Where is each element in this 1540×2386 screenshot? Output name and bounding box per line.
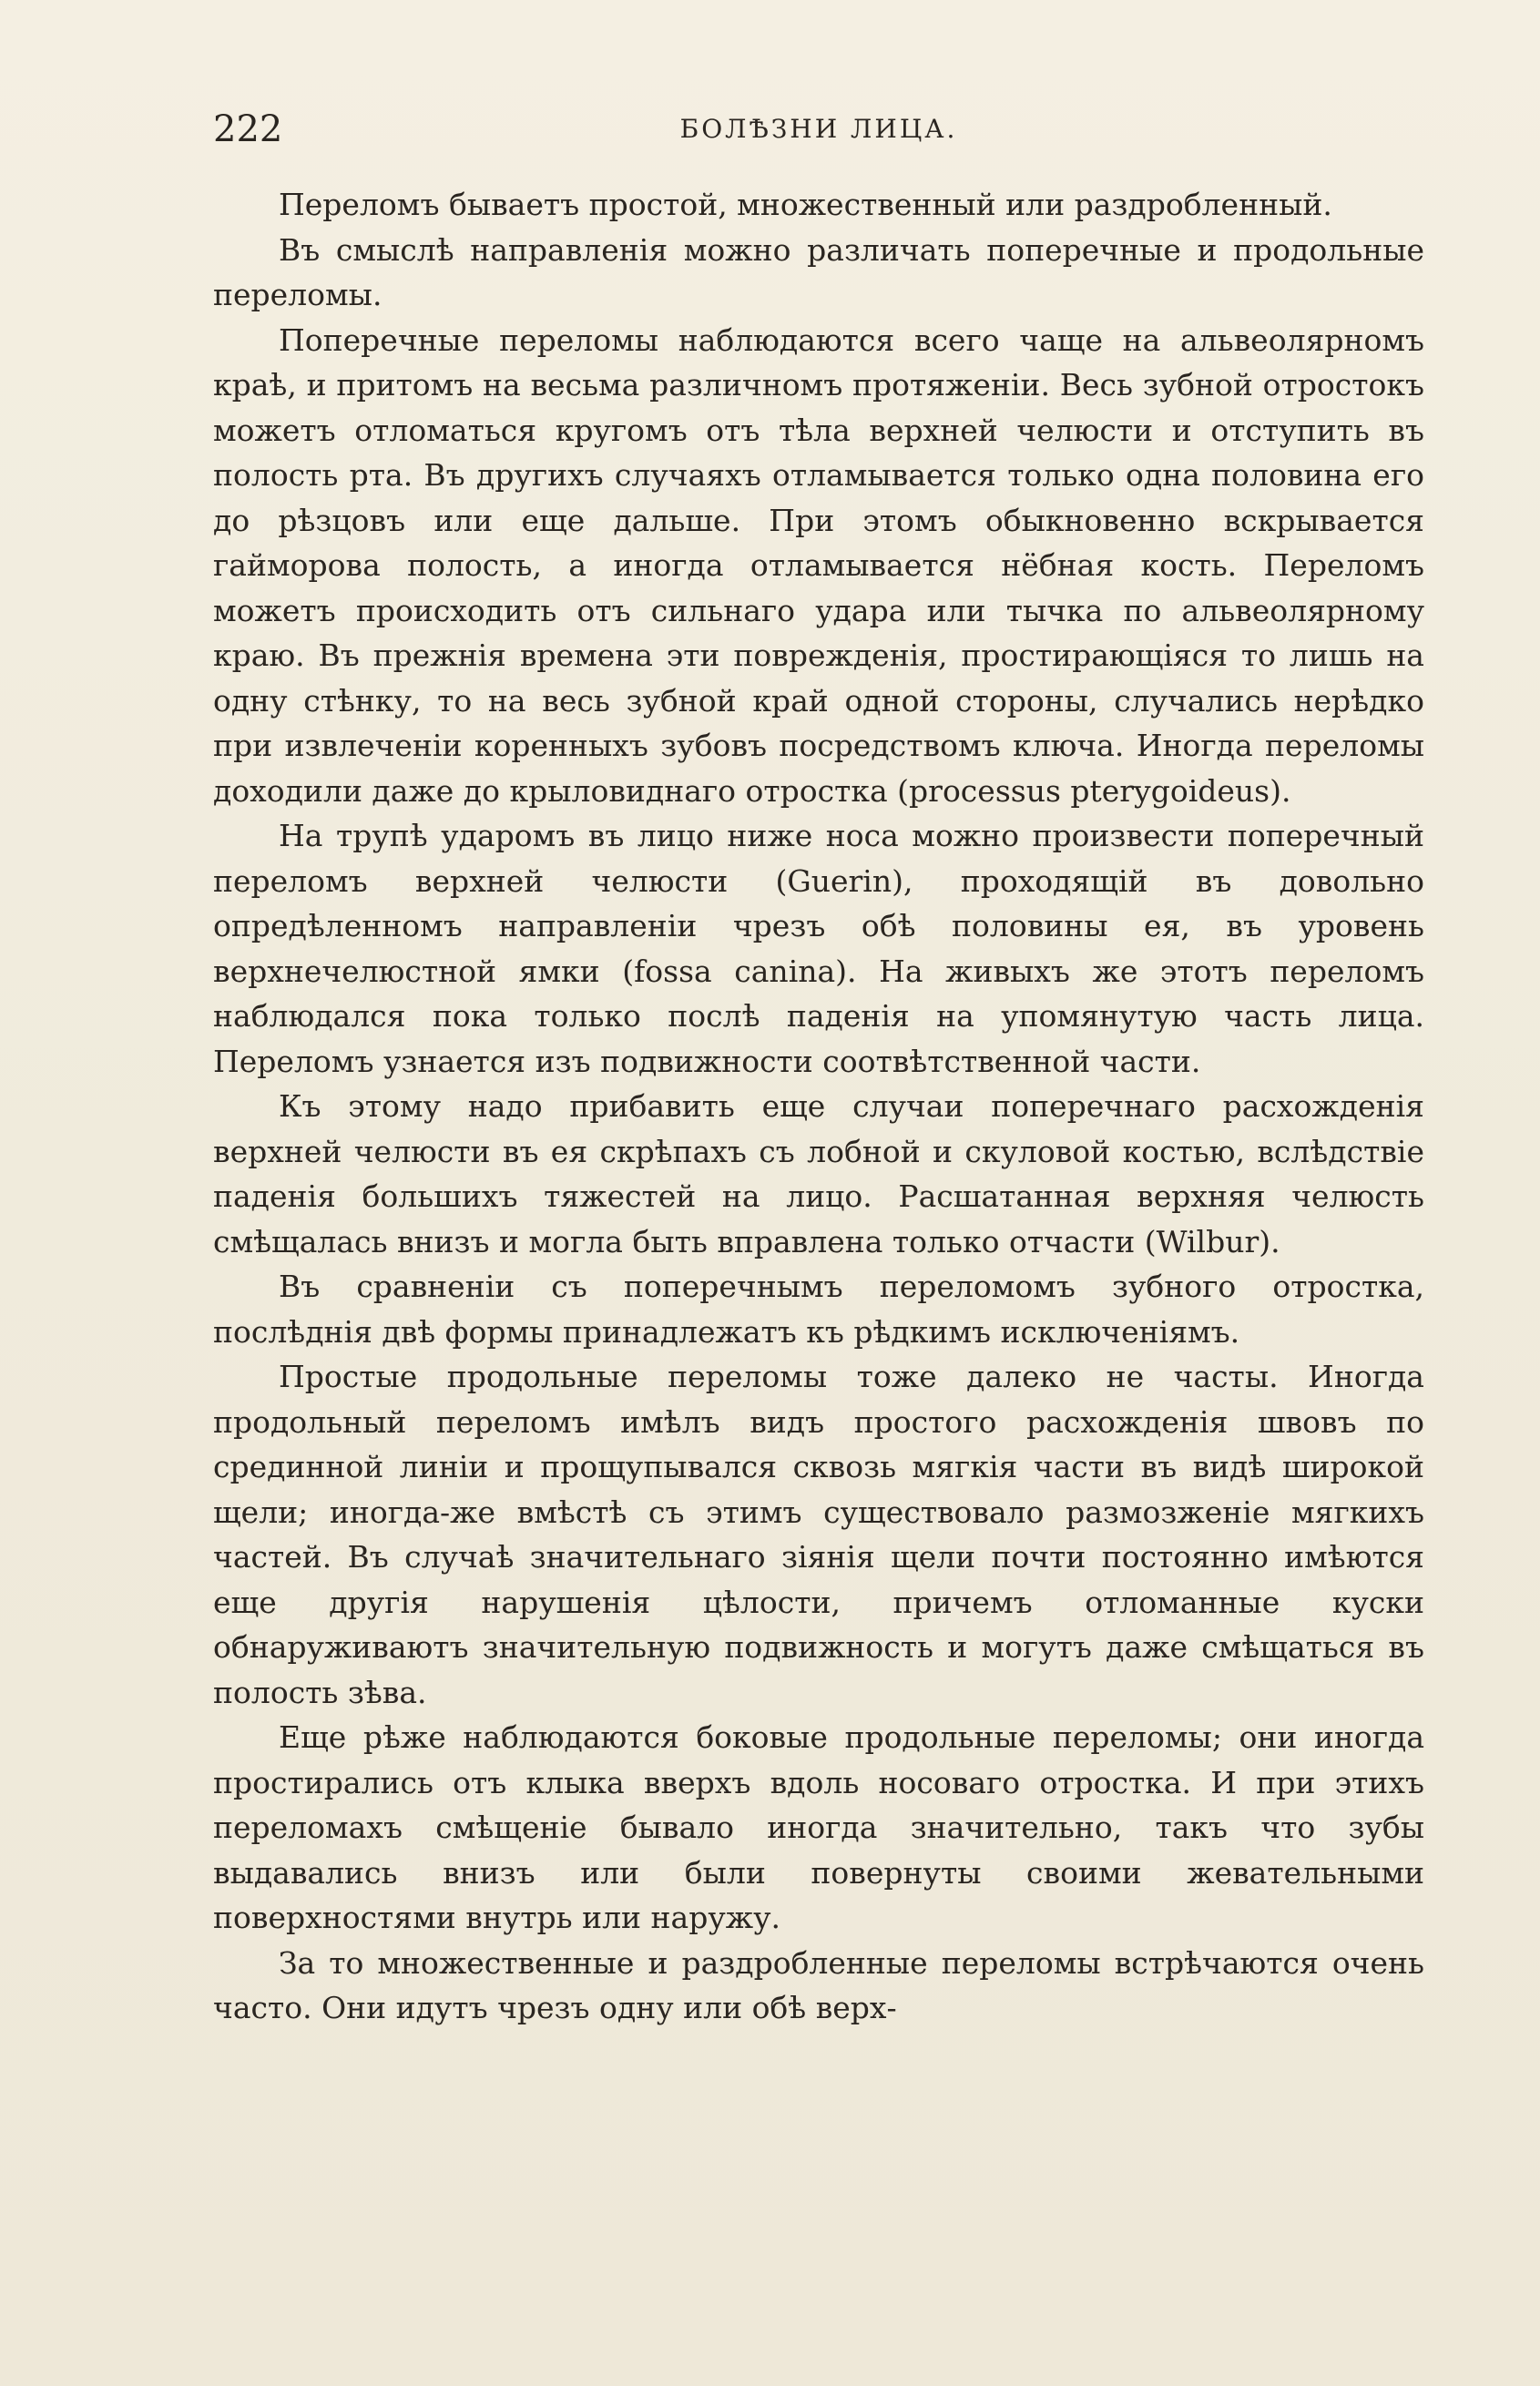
paragraph: Въ смыслѣ направленія можно различать поперечные и продольные переломы. (213, 231, 1424, 312)
paragraph: Въ сравненіи съ поперечнымъ переломомъ зубного отростка, послѣднія двѣ формы принадлежатъ къ рѣдкимъ исключеніямъ. (213, 1269, 1424, 1350)
body-text (213, 182, 1424, 2031)
paragraph: Еще рѣже наблюдаются боковые продольные переломы; они иногда простирались отъ клыка вверхъ вдоль носоваго отростка. И при этихъ переломахъ смѣщеніе бывало иногда значительно, такъ что зубы выдавались внизъ или были повернуты своими жевательными поверхностями внутрь или наружу. (213, 1719, 1424, 1935)
page-header (213, 102, 1424, 157)
paragraph: Простые продольные переломы тоже далеко не часты. Иногда продольный переломъ имѣлъ видъ простого расхожденія швовъ по срединной линіи и прощупывался сквозь мягкія части въ видѣ широкой щели; иногда-же вмѣстѣ съ этимъ существовало размозженіе мягкихъ частей. Въ случаѣ значительнаго зіянія щели почти постоянно имѣются еще другія нарушенія цѣлости, причемъ отломанные куски обнаруживаютъ значительную подвижность и могутъ даже смѣщаться въ полость зѣва. (213, 1359, 1424, 1710)
paragraph: На трупѣ ударомъ въ лицо ниже носа можно произвести поперечный переломъ верхней челюсти (Guerin), проходящій въ довольно опредѣленномъ направленіи чрезъ обѣ половины ея, въ уровень верхнечелюстной ямки (fossa canina). На живыхъ же этотъ переломъ наблюдался пока только послѣ паденія на упомянутую часть лица. Переломъ узнается изъ подвижности соотвѣтственной части. (213, 818, 1424, 1079)
running-title: БОЛѢЗНИ ЛИЦА. (679, 114, 958, 144)
paragraph: Переломъ бываетъ простой, множественный или раздробленный. (279, 187, 1332, 222)
paragraph: Къ этому надо прибавить еще случаи поперечнаго расхожденія верхней челюсти въ ея скрѣпахъ съ лобной и скуловой костью, вслѣдствіе паденія большихъ тяжестей на лицо. Расшатанная верхняя челюсть смѣщалась внизъ и могла быть вправлена только отчасти (Wilbur). (213, 1088, 1424, 1259)
page-number: 222 (213, 108, 283, 150)
paragraph: За то множественные и раздробленные переломы встрѣчаются очень часто. Они идутъ чрезъ одну или обѣ верх- (213, 1944, 1424, 2025)
paragraph: Поперечные переломы наблюдаются всего чаще на альвеолярномъ краѣ, и притомъ на весьма различномъ протяженіи. Весь зубной отростокъ можетъ отломаться кругомъ отъ тѣла верхней челюсти и отступить въ полость рта. Въ другихъ случаяхъ отламывается только одна половина его до рѣзцовъ или еще дальше. При этомъ обыкновенно вскрывается гайморова полость, а иногда отламывается нёбная кость. Переломъ можетъ происходить отъ сильнаго удара или тычка по альвеолярному краю. Въ прежнія времена эти поврежденія, простирающіяся то лишь на одну стѣнку, то на весь зубной край одной стороны, случались нерѣдко при извлеченіи коренныхъ зубовъ посредствомъ ключа. Иногда переломы доходили даже до крыловиднаго отростка (processus pterygoideus). (213, 321, 1424, 809)
